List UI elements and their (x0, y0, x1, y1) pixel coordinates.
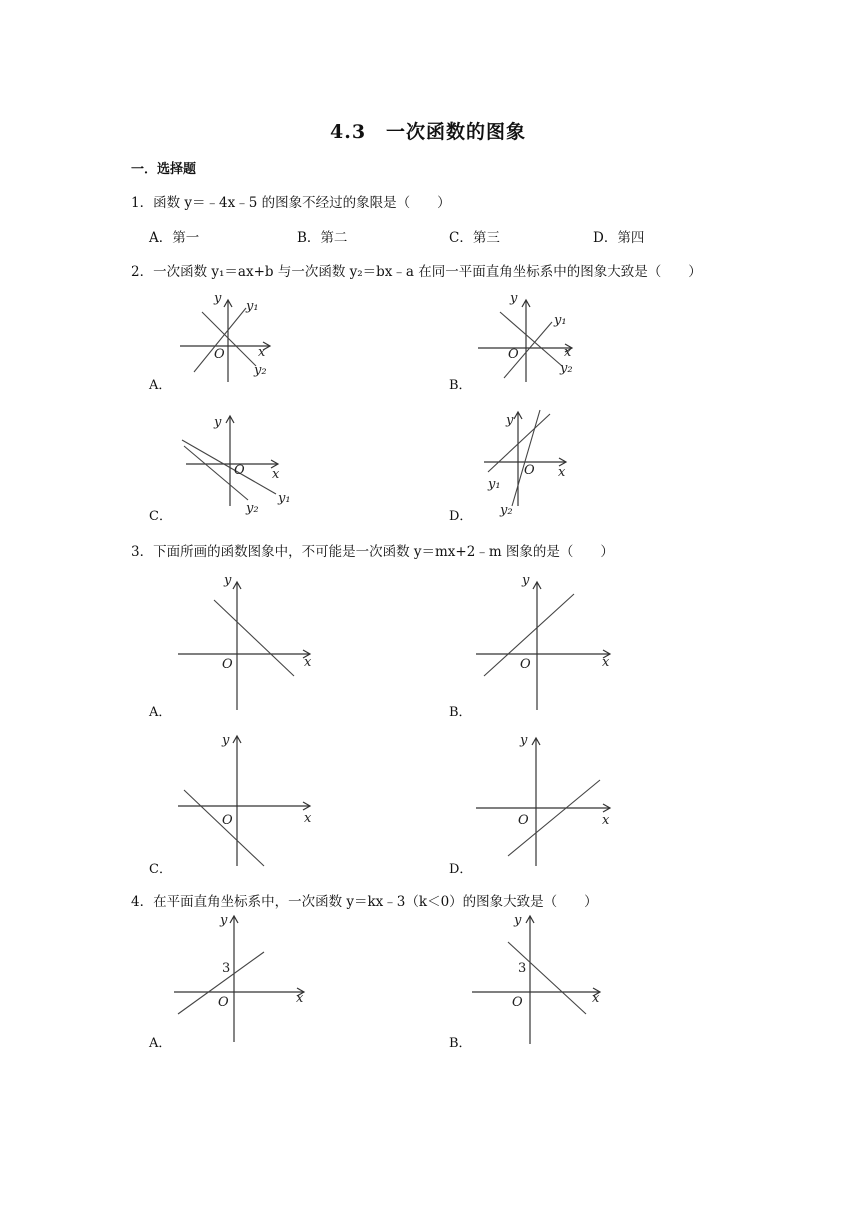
function-line (184, 790, 264, 866)
intercept-label: 3 (518, 961, 527, 976)
origin-label: O (508, 347, 519, 362)
origin-label: O (222, 657, 233, 672)
y-axis-label: y (510, 291, 518, 306)
question-1-stem: 1．函数 y＝﹣4x﹣5 的图象不经过的象限是（ ） (131, 195, 451, 211)
q4-option-b[interactable]: B． (449, 1036, 472, 1051)
q2-option-a[interactable]: A． (149, 378, 172, 393)
q2-graph-a (170, 288, 280, 384)
q1-option-d[interactable]: D．第四 (593, 230, 645, 246)
x-axis-label: x (304, 811, 312, 826)
q4-graph-b (468, 910, 608, 1044)
origin-label: O (524, 463, 535, 478)
q2-option-d[interactable]: D． (449, 509, 473, 524)
q4-graph-a (170, 910, 310, 1044)
q4-option-a[interactable]: A． (149, 1036, 172, 1051)
x-axis-label: x (272, 467, 280, 482)
x-axis-label: x (602, 813, 610, 828)
y-axis-label: y (224, 573, 232, 588)
y-axis-label: y (214, 291, 222, 306)
y1-label: y₁ (246, 299, 259, 314)
line-y2 (202, 312, 256, 366)
q2-graph-d (478, 406, 588, 516)
y-axis-label: y (506, 413, 514, 428)
question-4-stem: 4．在平面直角坐标系中，一次函数 y＝kx﹣3（k＜0）的图象大致是（ ） (131, 894, 598, 910)
y-axis-label: y (514, 913, 522, 928)
q3-graph-b (470, 570, 620, 710)
x-axis-label: x (592, 991, 600, 1006)
line-y2 (512, 410, 540, 506)
q2-option-b[interactable]: B． (449, 378, 472, 393)
y2-label: y₂ (246, 501, 259, 516)
q3-option-d[interactable]: D． (449, 862, 473, 877)
q1-option-a[interactable]: A．第一 (149, 230, 200, 246)
origin-label: O (218, 995, 229, 1010)
origin-label: O (518, 813, 529, 828)
y2-label: y₂ (500, 503, 513, 518)
y1-label: y₁ (488, 477, 501, 492)
line-y1 (488, 414, 550, 472)
q3-graph-d (470, 730, 620, 870)
q3-option-a[interactable]: A． (149, 705, 172, 720)
q3-graph-a (170, 570, 320, 710)
question-2-stem: 2．一次函数 y₁＝ax+b 与一次函数 y₂＝bx﹣a 在同一平面直角坐标系中的图象大致是（ ） (131, 264, 702, 280)
q3-option-b[interactable]: B． (449, 705, 472, 720)
q1-option-c[interactable]: C．第三 (449, 230, 500, 246)
x-axis-label: x (296, 991, 304, 1006)
intercept-label: 3 (222, 961, 231, 976)
q2-option-c[interactable]: C． (149, 509, 172, 524)
line-y1 (194, 308, 246, 372)
q2-graph-c (172, 410, 302, 514)
y-axis-label: y (522, 573, 530, 588)
y1-label: y₁ (554, 313, 567, 328)
y-axis-label: y (220, 913, 228, 928)
section-heading: 一．选择题 (131, 162, 197, 177)
y2-label: y₂ (254, 363, 267, 378)
q1-option-b[interactable]: B．第二 (297, 230, 348, 246)
origin-label: O (520, 657, 531, 672)
x-axis-label: x (304, 655, 312, 670)
question-3-stem: 3．下面所画的函数图象中，不可能是一次函数 y＝mx+2﹣m 图象的是（ ） (131, 544, 614, 560)
y-axis-label: y (520, 733, 528, 748)
x-axis-label: x (602, 655, 610, 670)
y-axis-label: y (214, 415, 222, 430)
q2-graph-b (468, 290, 583, 386)
origin-label: O (222, 813, 233, 828)
x-axis-label: x (258, 345, 266, 360)
line-y1 (182, 440, 276, 494)
y-axis-label: y (222, 733, 230, 748)
origin-label: O (214, 347, 225, 362)
page-title: 4.3 一次函数的图象 (330, 121, 527, 143)
x-axis-label: x (564, 345, 572, 360)
y1-label: y₁ (278, 491, 291, 506)
q3-graph-c (170, 730, 320, 870)
x-axis-label: x (558, 465, 566, 480)
origin-label: O (512, 995, 523, 1010)
origin-label: O (234, 463, 245, 478)
y2-label: y₂ (560, 361, 573, 376)
q3-option-c[interactable]: C． (149, 862, 172, 877)
